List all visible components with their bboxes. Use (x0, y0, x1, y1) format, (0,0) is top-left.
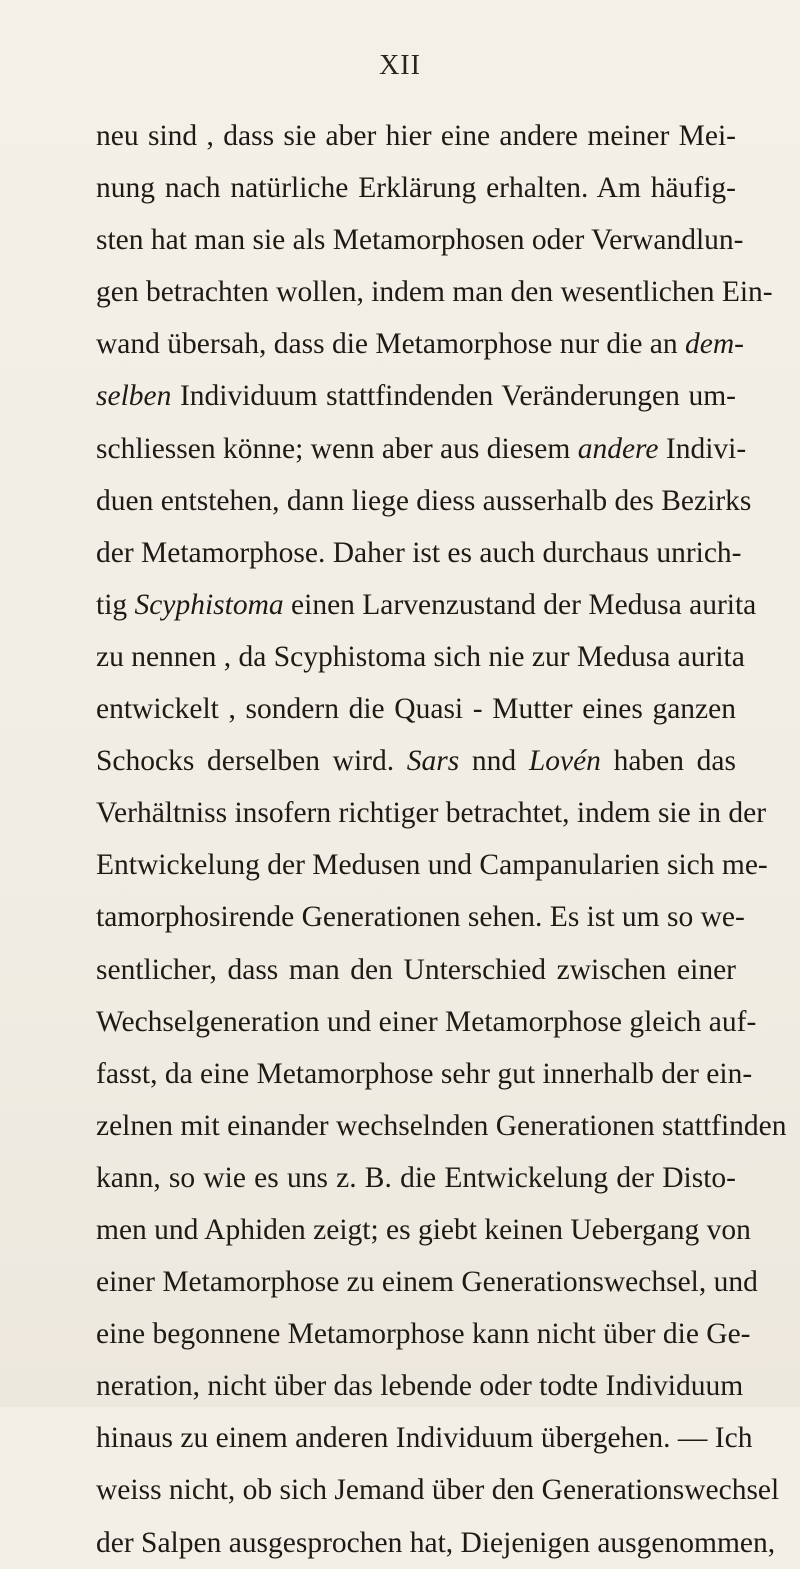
text-line: Wechselgeneration und einer Metamorphose gleich auf- (96, 1005, 757, 1038)
text-line: wand übersah, dass die Metamorphose nur die an dem- (96, 328, 745, 361)
text-line: fasst, da eine Metamorphose sehr gut innerhalb der ein- (96, 1057, 753, 1090)
text-line: weiss nicht, ob sich Jemand über den Generationswechsel (96, 1474, 780, 1507)
italic-term: Scyphistoma (134, 588, 284, 621)
text-line: Verhältniss insofern richtiger betrachtet, indem sie in der (96, 797, 767, 830)
text-line: duen entstehen, dann liege diess ausserhalb des Bezirks (96, 484, 752, 517)
text-line: der Metamorphose. Daher ist es auch durchaus unrich- (96, 536, 742, 569)
text-line: der Salpen ausgesprochen hat, Diejenigen ausgenommen, (96, 1526, 776, 1559)
italic-term: selben (96, 380, 172, 413)
italic-term: dem- (685, 328, 745, 361)
text-line: zu nennen , da Scyphistoma sich nie zur Medusa aurita (96, 640, 745, 673)
body-text (96, 110, 787, 1569)
text-line: Schocks derselben wird. Sars nnd Lovén haben das (96, 745, 736, 778)
italic-author: Lovén (528, 745, 601, 778)
text-line: selben Individuum stattfindenden Veränderungen um- (96, 380, 736, 413)
text-line: tig Scyphistoma einen Larvenzustand der Medusa aurita (96, 588, 757, 621)
text-line: einer Metamorphose zu einem Generationswechsel, und (96, 1266, 758, 1299)
text-line: zelnen mit einander wechselnden Generationen stattfinden (96, 1109, 787, 1142)
text-line: hinaus zu einem anderen Individuum übergehen. — Ich (96, 1422, 753, 1455)
text-line: neu sind , dass sie aber hier eine andere meiner Mei- (96, 120, 736, 152)
text-line: kann, so wie es uns z. B. die Entwickelung der Disto- (96, 1161, 736, 1194)
text-line: eine begonnene Metamorphose kann nicht über die Ge- (96, 1318, 751, 1351)
text-line: schliessen könne; wenn aber aus diesem andere Indivi- (96, 432, 747, 465)
text-line: nung nach natürliche Erklärung erhalten. Am häufig- (96, 172, 736, 205)
text-line: entwickelt , sondern die Quasi - Mutter eines ganzen (96, 693, 736, 726)
text-line: sten hat man sie als Metamorphosen oder Verwandlun- (96, 224, 744, 257)
text-line: men und Aphiden zeigt; es giebt keinen Uebergang von (96, 1213, 751, 1246)
text-line: Entwickelung der Medusen und Campanularien sich me- (96, 849, 768, 882)
page-number: XII (379, 50, 421, 81)
text-line: sentlicher, dass man den Unterschied zwischen einer (96, 953, 736, 986)
text-line: gen betrachten wollen, indem man den wesentlichen Ein- (96, 276, 773, 309)
text-line: neration, nicht über das lebende oder todte Individuum (96, 1370, 744, 1403)
text-line: tamorphosirende Generationen sehen. Es ist um so we- (96, 901, 745, 934)
italic-term: andere (577, 432, 659, 465)
italic-author: Sars (406, 745, 460, 778)
